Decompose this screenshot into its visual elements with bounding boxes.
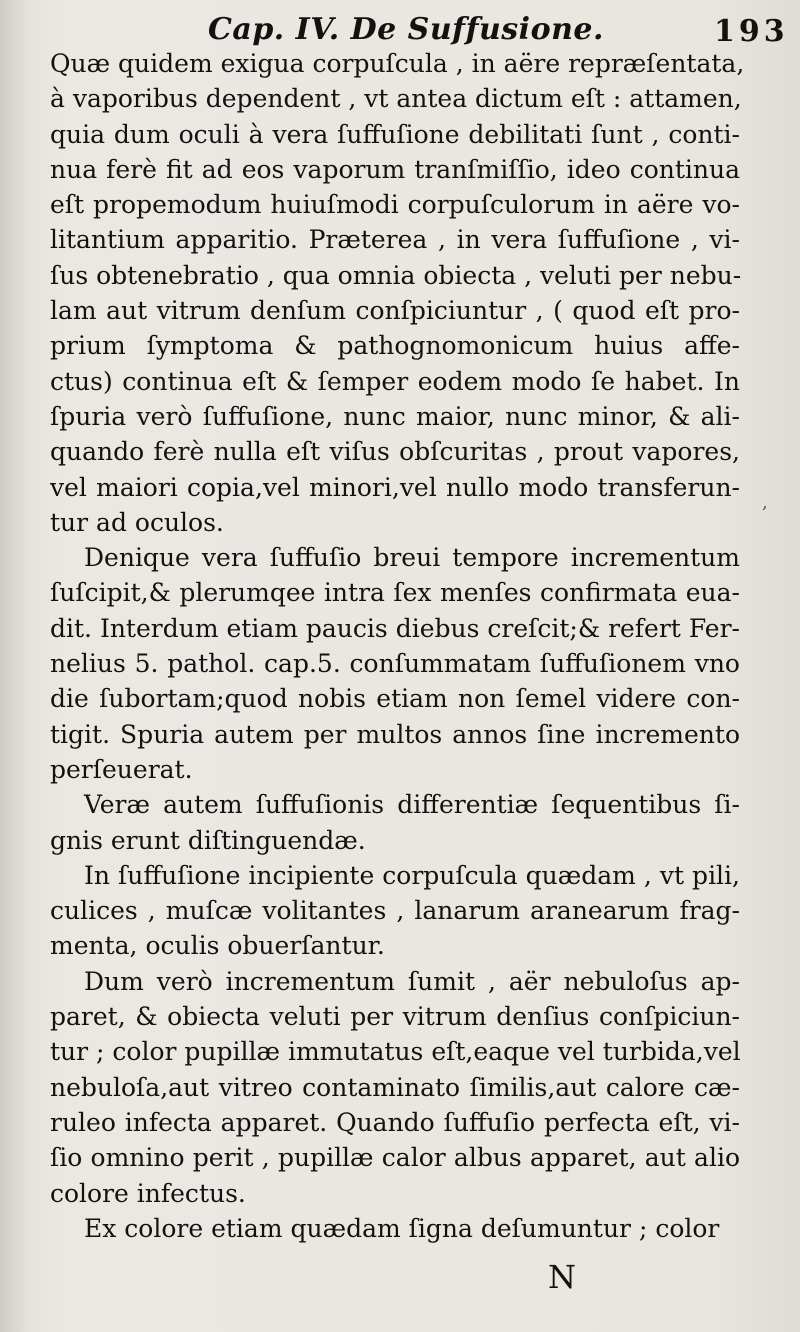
- text-line: lam aut vitrum denſum conſpiciuntur , ( quod eſt pro-: [50, 296, 740, 326]
- running-head: Cap. IV. De Suffusione.: [208, 12, 604, 47]
- text-line: Ex colore etiam quædam ſigna deſumuntur ; color: [84, 1213, 720, 1243]
- text-line: à vaporibus dependent , vt antea dictum eſt : attamen,: [50, 84, 742, 114]
- margin-mark: ,: [762, 492, 768, 513]
- text-line: In ſuffuſione incipiente corpuſcula quædam , vt pili,: [84, 860, 740, 890]
- text-line: nua ferè fit ad eos vaporum tranſmiſſio, ideo continua: [50, 154, 740, 184]
- page-header: [0, 10, 800, 50]
- text-line: gnis erunt diſtinguendæ.: [50, 825, 366, 855]
- text-line: Dum verò incrementum ſumit , aër nebuloſus ap-: [84, 966, 740, 996]
- text-line: ſio omnino perit , pupillæ calor albus apparet, aut alio: [50, 1143, 740, 1173]
- text-line: nelius 5. pathol. cap.5. conſummatam ſuffuſionem vno: [50, 649, 740, 679]
- text-line: tur ; color pupillæ immutatus eſt,eaque vel turbida,vel: [50, 1037, 741, 1067]
- text-line: nebuloſa,aut vitreo contaminato ſimilis,aut calore cæ-: [50, 1072, 740, 1102]
- text-line: tur ad oculos.: [50, 507, 224, 537]
- signature-mark: N: [548, 1258, 577, 1296]
- text-line: ruleo infecta apparet. Quando ſuffuſio perfecta eſt, vi-: [50, 1107, 740, 1137]
- paragraph: [50, 1211, 740, 1246]
- text-line: ſus obtenebratio , qua omnia obiecta , veluti per nebu-: [50, 260, 742, 290]
- body-text: [50, 46, 745, 1246]
- text-line: litantium apparitio. Præterea , in vera ſuffuſione , vi-: [50, 225, 740, 255]
- text-line: Quæ quidem exigua corpuſcula , in aëre repræſentata,: [50, 49, 745, 78]
- text-line: prium ſymptoma & pathognomonicum huius affe-: [50, 331, 740, 361]
- text-line: quia dum oculi à vera ſuffuſione debilitati ſunt , conti-: [50, 119, 740, 149]
- paragraph: [50, 540, 740, 787]
- page-number: 193: [714, 14, 789, 49]
- text-line: culices , muſcæ volitantes , lanarum aranearum frag-: [50, 896, 740, 926]
- paragraph: [50, 858, 740, 964]
- text-line: tigit. Spuria autem per multos annos ſine incremento: [50, 719, 740, 749]
- text-line: ctus) continua eſt & ſemper eodem modo ſe habet. In: [50, 366, 740, 396]
- text-line: perſeuerat.: [50, 754, 193, 784]
- text-line: colore infectus.: [50, 1178, 246, 1208]
- text-line: Denique vera ſuffuſio breui tempore incrementum: [84, 543, 740, 573]
- paragraph: [50, 46, 745, 540]
- text-line: vel maiori copia,vel minori,vel nullo modo transferun-: [50, 472, 740, 502]
- text-line: Veræ autem ſuffuſionis differentiæ ſequentibus ſi-: [84, 790, 740, 820]
- text-line: die ſubortam;quod nobis etiam non ſemel videre con-: [50, 684, 740, 714]
- text-line: eſt propemodum huiuſmodi corpuſculorum in aëre vo-: [50, 190, 740, 220]
- paragraph: [50, 787, 740, 858]
- text-line: menta, oculis obuerſantur.: [50, 931, 385, 961]
- text-line: ſuſcipit,& plerumqee intra ſex menſes confirmata eua-: [50, 578, 740, 608]
- text-line: paret, & obiecta veluti per vitrum denſius conſpiciun-: [50, 1002, 740, 1032]
- text-line: quando ferè nulla eſt viſus obſcuritas , prout vapores,: [50, 437, 740, 467]
- paragraph: [50, 964, 740, 1211]
- text-line: dit. Interdum etiam paucis diebus creſcit;& refert Fer-: [50, 613, 740, 643]
- text-line: ſpuria verò ſuffuſione, nunc maior, nunc minor, & ali-: [50, 401, 740, 431]
